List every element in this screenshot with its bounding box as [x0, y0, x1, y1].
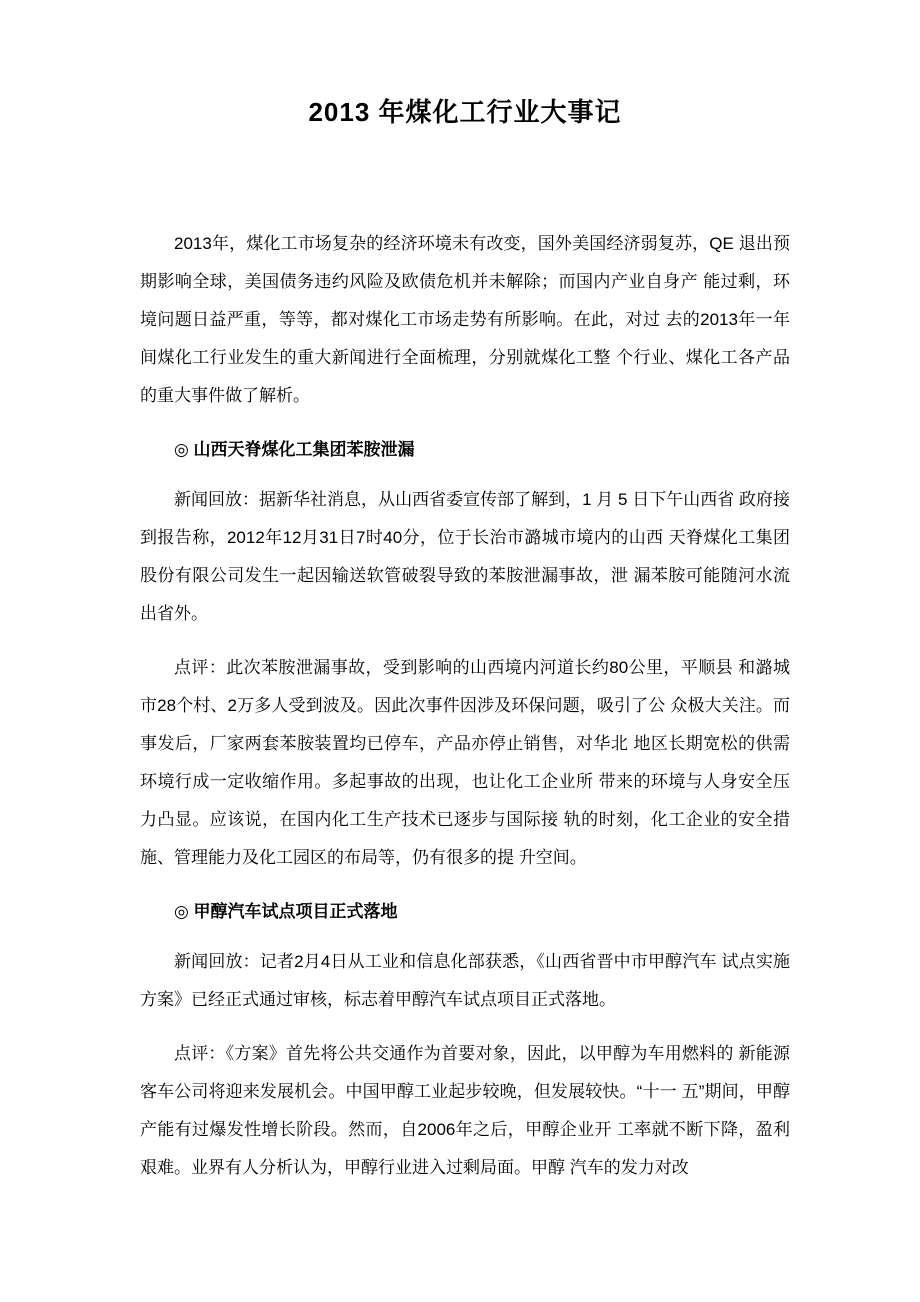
- comment-paragraph-benzene: 点评：此次苯胺泄漏事故，受到影响的山西境内河道长约80公里，平顺县 和潞城市28个村、2万多人受到波及。因此次事件因涉及环保问题，吸引了公 众极大关注。而事发后，厂家两套苯胺装置均已停车，产品亦停止销售，对华北 地区长期宽松的供需环境行成一定收缩作用。多起事故的出现，也让化工企业所 带来的环境与人身安全压力凸显。应该说，在国内化工生产技术已逐步与国际接 轨的时刻，化工企业的安全措施、管理能力及化工园区的布局等，仍有很多的提 升空间。: [140, 657, 790, 867]
- comment-paragraph-methanol: 点评：《方案》首先将公共交通作为首要对象，因此，以甲醇为车用燃料的 新能源客车公司将迎来发展机会。中国甲醇工业起步较晚，但发展较快。“十一 五”期间，甲醇产能有过爆发性增长阶段。然而，自2006年之后，甲醇企业开 工率就不断下降，盈利艰难。业界有人分析认为，甲醇行业进入过剩局面。甲醇 汽车的发力对改: [140, 1043, 790, 1177]
- section-heading-benzene-leak: ◎ 山西天脊煤化工集团苯胺泄漏: [174, 439, 415, 459]
- news-replay-paragraph-methanol: 新闻回放：记者2月4日从工业和信息化部获悉，《山西省晋中市甲醇汽车 试点实施方案》已经正式通过审核，标志着甲醇汽车试点项目正式落地。: [140, 951, 790, 1009]
- news-replay-paragraph-benzene: 新闻回放：据新华社消息，从山西省委宣传部了解到，1 月 5 日下午山西省 政府接到报告称，2012年12月31日7时40分，位于长治市潞城市境内的山西 天脊煤化工集团股份有限公司发生一起因输送软管破裂导致的苯胺泄漏事故，泄 漏苯胺可能随河水流出省外。: [140, 489, 790, 623]
- intro-paragraph: 2013年，煤化工市场复杂的经济环境未有改变，国外美国经济弱复苏，QE 退出预期影响全球，美国债务违约风险及欧债危机并未解除；而国内产业自身产 能过剩，环境问题日益严重，等等，都对煤化工市场走势有所影响。在此，对过 去的2013年一年间煤化工行业发生的重大新闻进行全面梳理，分别就煤化工整 个行业、煤化工各产品的重大事件做了解析。: [140, 233, 790, 405]
- document-title: 2013 年煤化工行业大事记: [308, 97, 622, 127]
- document-body: [140, 225, 790, 1187]
- section-heading-methanol-vehicle: ◎ 甲醇汽车试点项目正式落地: [174, 901, 398, 921]
